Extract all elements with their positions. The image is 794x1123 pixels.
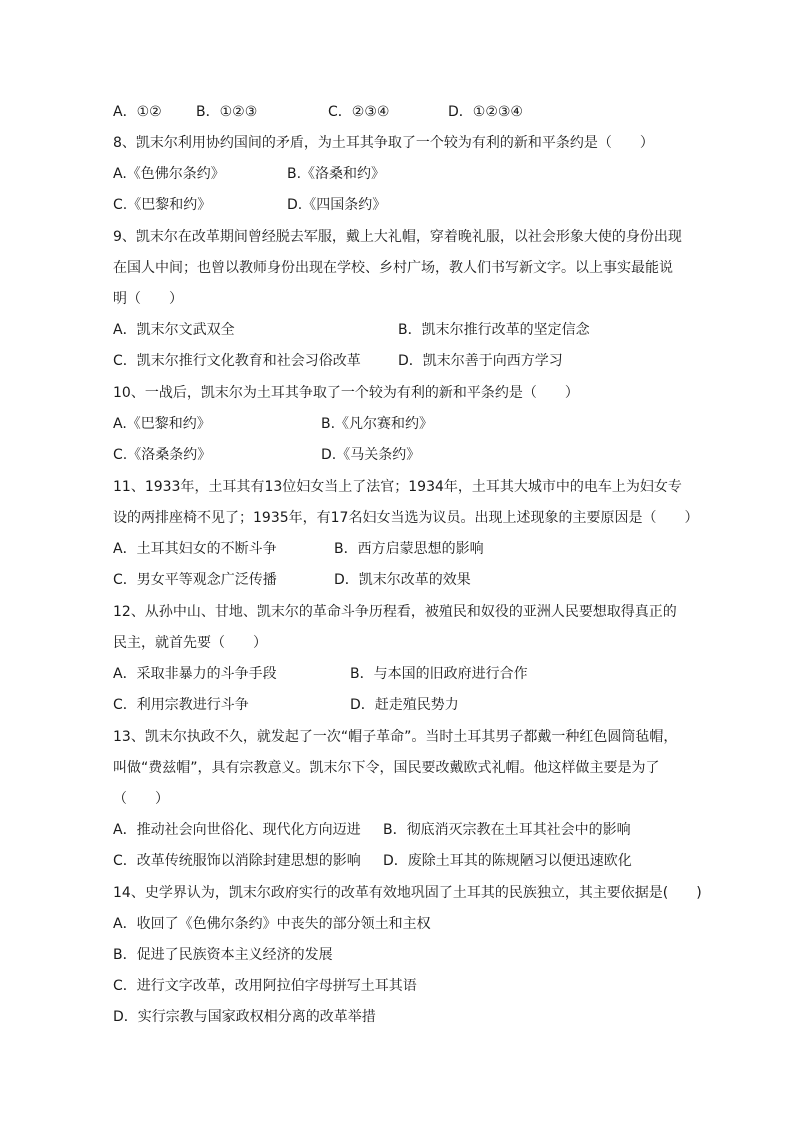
q14-option-b[interactable]: B．促进了民族资本主义经济的发展 — [113, 947, 333, 963]
q13-stem-line-1: 13、凯末尔执政不久，就发起了一次“帽子革命”。当时土耳其男子都戴一种红色圆筒毡帽， — [113, 729, 678, 745]
q14-option-d[interactable]: D．实行宗教与国家政权相分离的改革举措 — [113, 1009, 376, 1025]
q8-stem: 8、凯末尔利用协约国间的矛盾，为土耳其争取了一个较为有利的新和平条约是（ ） — [113, 135, 654, 151]
q14-stem: 14、史学界认为，凯末尔政府实行的改革有效地巩固了土耳其的民族独立，其主要依据是( ) — [113, 885, 702, 901]
q8-option-b[interactable]: B.《洛桑和约》 — [287, 166, 386, 182]
q10-option-a[interactable]: A.《巴黎和约》 — [113, 416, 211, 432]
q10-option-c[interactable]: C.《洛桑条约》 — [113, 447, 212, 463]
q9-option-d[interactable]: D．凯末尔善于向西方学习 — [398, 353, 563, 369]
q11-stem-line-1: 11、1933年，土耳其有13位妇女当上了法官；1934年，土耳其大城市中的电车上为妇女专 — [113, 479, 682, 495]
q12-option-a[interactable]: A．采取非暴力的斗争手段 — [113, 666, 277, 682]
q12-option-b[interactable]: B．与本国的旧政府进行合作 — [350, 666, 528, 682]
q7-option-d[interactable]: D．①②③④ — [448, 104, 523, 120]
q9-stem-line-3: 明（ ） — [113, 291, 183, 307]
q8-option-d[interactable]: D.《四国条约》 — [287, 197, 387, 213]
q13-option-a[interactable]: A．推动社会向世俗化、现代化方向迈进 — [113, 822, 361, 838]
q11-option-b[interactable]: B．西方启蒙思想的影响 — [334, 541, 484, 557]
q9-option-a[interactable]: A．凯末尔文武双全 — [113, 322, 235, 338]
q9-option-b[interactable]: B．凯末尔推行改革的坚定信念 — [398, 322, 590, 338]
q9-option-c[interactable]: C．凯末尔推行文化教育和社会习俗改革 — [113, 353, 361, 369]
q8-option-a[interactable]: A.《色佛尔条约》 — [113, 166, 225, 182]
q13-option-b[interactable]: B．彻底消灭宗教在土耳其社会中的影响 — [383, 822, 631, 838]
q13-stem-line-2: 叫做“费兹帽”，具有宗教意义。凯末尔下令，国民要改戴欧式礼帽。他这样做主要是为了 — [113, 760, 660, 776]
q13-option-d[interactable]: D．废除土耳其的陈规陋习以便迅速欧化 — [383, 853, 632, 869]
q7-option-b[interactable]: B．①②③ — [196, 104, 258, 120]
q11-option-a[interactable]: A．土耳其妇女的不断斗争 — [113, 541, 277, 557]
q14-option-c[interactable]: C．进行文字改革，改用阿拉伯字母拼写土耳其语 — [113, 978, 417, 994]
q9-stem-line-2: 在国人中间；也曾以教师身份出现在学校、乡村广场，教人们书写新文字。以上事实最能说 — [113, 260, 673, 276]
q12-option-d[interactable]: D．赶走殖民势力 — [350, 697, 459, 713]
q7-option-c[interactable]: C．②③④ — [328, 104, 390, 120]
q14-option-a[interactable]: A．收回了《色佛尔条约》中丧失的部分领土和主权 — [113, 916, 431, 932]
q11-option-d[interactable]: D．凯末尔改革的效果 — [334, 572, 471, 588]
q10-option-b[interactable]: B.《凡尔赛和约》 — [321, 416, 434, 432]
q11-stem-line-2: 设的两排座椅不见了；1935年，有17名妇女当选为议员。出现上述现象的主要原因是（ ） — [113, 510, 699, 526]
q8-option-c[interactable]: C.《巴黎和约》 — [113, 197, 212, 213]
q12-option-c[interactable]: C．利用宗教进行斗争 — [113, 697, 249, 713]
q10-stem: 10、一战后，凯末尔为土耳其争取了一个较为有利的新和平条约是（ ） — [113, 385, 579, 401]
q12-stem-line-1: 12、从孙中山、甘地、凯末尔的革命斗争历程看，被殖民和奴役的亚洲人民要想取得真正的 — [113, 604, 677, 620]
q10-option-d[interactable]: D.《马关条约》 — [321, 447, 421, 463]
q13-stem-line-3: （ ） — [113, 791, 169, 807]
q13-option-c[interactable]: C．改革传统服饰以消除封建思想的影响 — [113, 853, 361, 869]
q9-stem-line-1: 9、凯末尔在改革期间曾经脱去军服，戴上大礼帽，穿着晚礼服，以社会形象大使的身份出现 — [113, 229, 682, 245]
q12-stem-line-2: 民主，就首先要（ ） — [113, 635, 267, 651]
q7-option-a[interactable]: A．①② — [113, 104, 162, 120]
q11-option-c[interactable]: C．男女平等观念广泛传播 — [113, 572, 277, 588]
